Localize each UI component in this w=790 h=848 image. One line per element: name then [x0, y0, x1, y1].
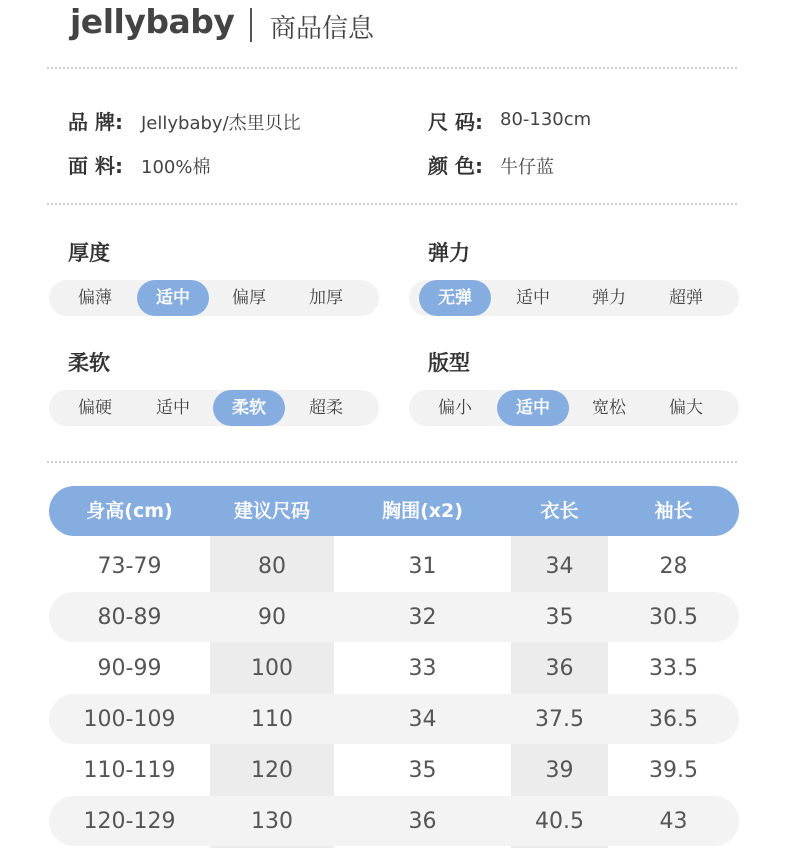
table-cell: 110: [251, 707, 293, 732]
column-header: 胸围(x2): [382, 500, 463, 522]
table-cell: 28: [659, 554, 688, 579]
column-header: 袖长: [654, 500, 693, 522]
seg-option[interactable]: 加厚: [309, 288, 343, 308]
seg-option[interactable]: 偏大: [669, 398, 703, 418]
table-cell: 36.5: [649, 707, 698, 732]
table-cell: 100-109: [83, 707, 176, 732]
size-label: 尺 码:: [428, 110, 483, 134]
brand-logo: jellybaby: [70, 2, 235, 41]
seg-option[interactable]: 偏硬: [78, 398, 112, 418]
dotted-divider: [47, 203, 737, 205]
table-cell: 73-79: [97, 554, 162, 579]
attr-title-fit: 版型: [428, 351, 470, 375]
seg-option[interactable]: 超弹: [669, 288, 703, 308]
seg-option[interactable]: 无弹: [419, 280, 491, 316]
table-cell: 39.5: [649, 758, 698, 783]
elasticity-selector: [409, 280, 739, 316]
column-header: 身高(cm): [86, 500, 173, 522]
table-cell: 32: [408, 605, 437, 630]
table-cell: 33: [408, 656, 437, 681]
table-cell: 43: [659, 809, 688, 834]
seg-option[interactable]: 柔软: [213, 390, 285, 426]
seg-option[interactable]: 偏薄: [78, 288, 112, 308]
header: [0, 0, 790, 60]
table-cell: 120-129: [83, 809, 176, 834]
brand-value: Jellybaby/杰里贝比: [141, 113, 301, 134]
table-cell: 36: [545, 656, 574, 681]
table-cell: 36: [408, 809, 437, 834]
table-cell: 34: [408, 707, 437, 732]
table-cell: 130: [251, 809, 293, 834]
seg-option[interactable]: 适中: [516, 288, 550, 308]
seg-option[interactable]: 超柔: [309, 398, 343, 418]
seg-option[interactable]: 适中: [156, 398, 190, 418]
seg-option[interactable]: 宽松: [592, 398, 626, 418]
fit-selector: [409, 390, 739, 426]
fabric-value: 100%棉: [141, 157, 211, 178]
table-header: [49, 486, 739, 536]
table-cell: 35: [408, 758, 437, 783]
table-cell: 90: [258, 605, 286, 630]
header-divider: [250, 8, 252, 42]
table-cell: 37.5: [535, 707, 584, 732]
table-cell: 100: [251, 656, 293, 681]
seg-option[interactable]: 偏小: [438, 398, 472, 418]
dotted-divider: [47, 461, 737, 463]
table-cell: 34: [545, 554, 574, 579]
seg-option[interactable]: 适中: [137, 280, 209, 316]
table-cell: 120: [251, 758, 293, 783]
color-label: 颜 色:: [428, 154, 483, 178]
table-cell: 110-119: [83, 758, 176, 783]
table-cell: 80: [258, 554, 286, 579]
table-cell: 80-89: [97, 605, 162, 630]
size-value: 80-130cm: [500, 109, 592, 130]
attr-title-thickness: 厚度: [68, 241, 110, 265]
table-cell: 90-99: [97, 656, 162, 681]
thickness-selector: [49, 280, 379, 316]
dotted-divider: [47, 67, 737, 69]
table-cell: 39: [545, 758, 574, 783]
brand-label: 品 牌:: [68, 110, 123, 134]
column-header: 建议尺码: [233, 500, 310, 522]
table-cell: 35: [545, 605, 574, 630]
table-cell: 40.5: [535, 809, 584, 834]
fabric-label: 面 料:: [68, 154, 123, 178]
attr-title-softness: 柔软: [68, 351, 110, 375]
seg-option[interactable]: 适中: [497, 390, 569, 426]
color-value: 牛仔蓝: [500, 157, 554, 178]
attr-title-elasticity: 弹力: [428, 241, 470, 265]
softness-selector: [49, 390, 379, 426]
seg-option[interactable]: 弹力: [592, 288, 626, 308]
table-cell: 33.5: [649, 656, 698, 681]
column-header: 衣长: [540, 500, 579, 522]
table-cell: 30.5: [649, 605, 698, 630]
page-title: 商品信息: [270, 14, 375, 44]
table-cell: 31: [408, 554, 437, 579]
seg-option[interactable]: 偏厚: [232, 288, 266, 308]
